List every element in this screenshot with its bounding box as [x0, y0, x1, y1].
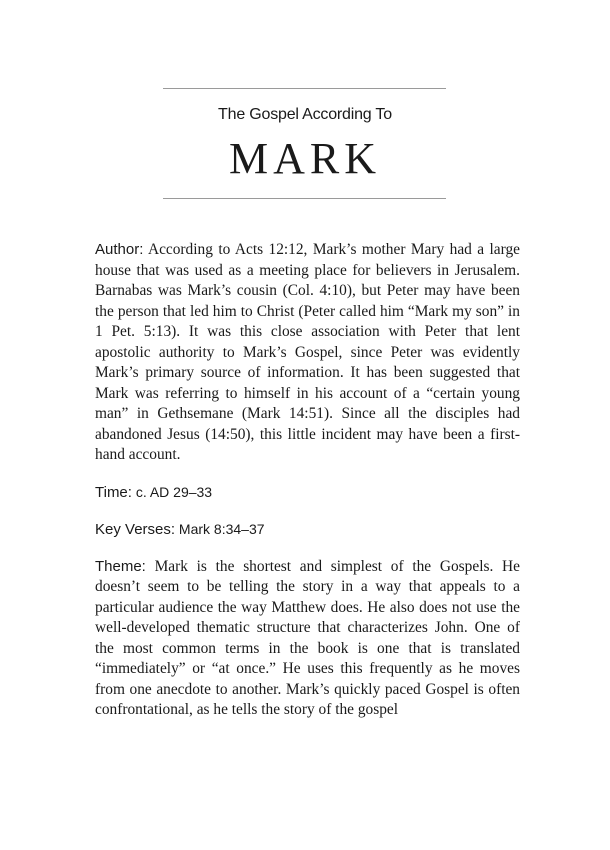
time-label: Time:: [95, 483, 132, 501]
time-section: [95, 482, 520, 504]
author-text: According to Acts 12:12, Mark’s mother Mary had a large house that was used as a meeting place for believers in Jerusalem. Barnabas was Mark’s cousin (Col. 4:10), but Peter may have been the person that led him to Christ (Peter called him “Mark my son” in 1 Pet. 5:13). It was this close association with Peter that lent apostolic authority to Mark’s Gospel, since Peter was evidently Mark’s primary source of information. It has been suggested that Mark was referring to himself in his account of a “certain young man” in Gethsemane (Mark 14:51). Since all the disciples had abandoned Jesus (14:50), this little incident may have been a first-hand account.: [95, 241, 520, 463]
key-verses-text: Mark 8:34–37: [178, 521, 265, 537]
theme-text: Mark is the shortest and simplest of the Gospels. He doesn’t seem to be telling the story in a way that appeals to a particular audience the way Matthew does. He also does not use the well-developed thematic structure that characterizes John. One of the most common terms in the book is one that is translated “immediately” or “at once.” He uses this frequently as he moves from one anecdote to another. Mark’s quickly paced Gospel is often confrontational, as he tells the story of the gospel: [95, 557, 520, 718]
book-subtitle: The Gospel According To: [218, 106, 392, 123]
key-verses-section: [95, 519, 520, 541]
time-text: c. AD 29–33: [135, 483, 213, 500]
theme-label: Theme:: [95, 557, 146, 575]
author-label: Author:: [95, 241, 144, 258]
book-introduction: [95, 240, 520, 737]
header-rule-top: [163, 88, 446, 89]
header-rule-bottom: [163, 198, 446, 199]
book-title: MARK: [228, 134, 382, 183]
theme-section: [95, 557, 520, 721]
author-section: [95, 240, 520, 466]
key-verses-label: Key Verses:: [95, 521, 176, 538]
